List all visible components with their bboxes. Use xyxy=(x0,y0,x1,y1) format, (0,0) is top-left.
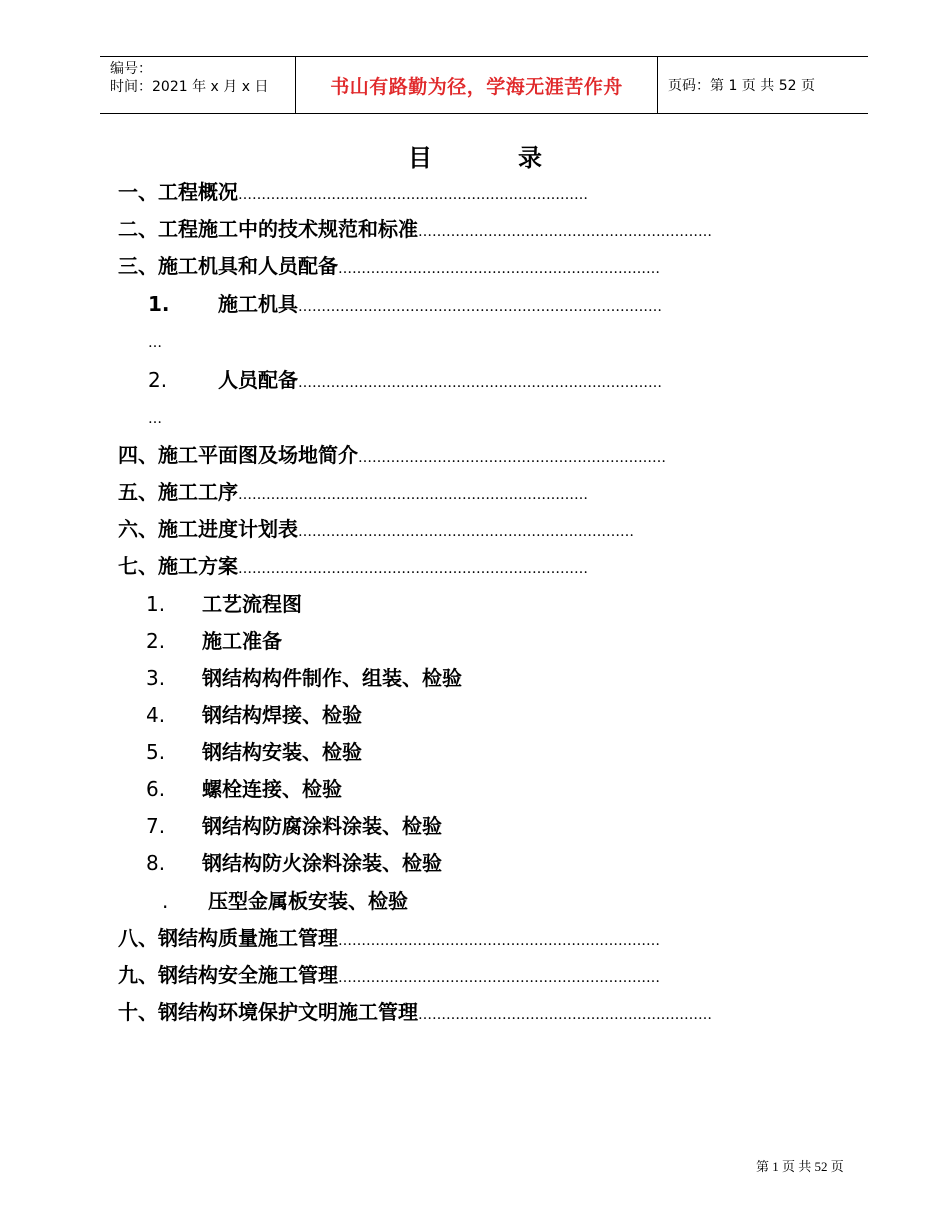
header-page-info-cell xyxy=(658,57,868,113)
toc-item[interactable]: 五、施工工序………………………………………………………………… xyxy=(118,480,588,504)
toc-title xyxy=(0,138,950,173)
toc-subitem[interactable]: 6. 螺栓连接、检验 xyxy=(146,777,342,801)
toc-item[interactable]: 四、施工平面图及场地简介………………………………………………………… xyxy=(118,443,666,467)
toc-title-left: 目 xyxy=(408,144,432,172)
footer-page-info: 第 1 页 共 52 页 xyxy=(756,1159,844,1174)
document-time: 时间：2021 年 x 月 x 日 xyxy=(110,79,269,95)
header-page-info: 页码：第 1 页 共 52 页 xyxy=(668,78,815,94)
toc-item[interactable]: 七、施工方案………………………………………………………………… xyxy=(118,554,588,578)
toc-subitem[interactable]: 7. 钢结构防腐涂料涂装、检验 xyxy=(146,814,442,838)
toc-subitem-continuation: … xyxy=(148,411,162,427)
toc-subitem[interactable]: 3. 钢结构构件制作、组装、检验 xyxy=(146,666,462,690)
header-motto-cell xyxy=(296,57,658,113)
toc-item[interactable]: 二、工程施工中的技术规范和标准……………………………………………………… xyxy=(118,217,712,241)
toc-subitem[interactable]: 5. 钢结构安装、检验 xyxy=(146,740,362,764)
toc-item[interactable]: 三、施工机具和人员配备…………………………………………………………… xyxy=(118,254,660,278)
toc-title-right: 录 xyxy=(518,144,542,172)
page-header xyxy=(100,56,868,114)
toc-item[interactable]: 六、施工进度计划表……………………………………………………………… xyxy=(118,517,634,541)
toc-subitem[interactable]: 2. 人员配备…………………………………………………………………… xyxy=(148,368,662,392)
toc-item[interactable]: 十、钢结构环境保护文明施工管理……………………………………………………… xyxy=(118,1000,712,1024)
toc-subitem[interactable]: 4. 钢结构焊接、检验 xyxy=(146,703,362,727)
toc-subitem[interactable]: 2. 施工准备 xyxy=(146,629,282,653)
toc-subitem[interactable]: 1. 施工机具…………………………………………………………………… xyxy=(148,292,662,316)
page-footer xyxy=(756,1156,844,1175)
toc-item[interactable]: 八、钢结构质量施工管理…………………………………………………………… xyxy=(118,926,660,950)
header-motto: 书山有路勤为径，学海无涯苦作舟 xyxy=(330,75,623,98)
header-meta xyxy=(100,57,296,113)
document-number-label: 编号： xyxy=(110,61,152,77)
toc-item[interactable]: 九、钢结构安全施工管理…………………………………………………………… xyxy=(118,963,660,987)
toc-subitem[interactable]: . 压型金属板安装、检验 xyxy=(162,889,408,913)
toc-item[interactable]: 一、工程概况………………………………………………………………… xyxy=(118,180,588,204)
toc-subitem[interactable]: 1. 工艺流程图 xyxy=(146,592,302,616)
toc-subitem-continuation: … xyxy=(148,335,162,351)
toc-subitem[interactable]: 8. 钢结构防火涂料涂装、检验 xyxy=(146,851,442,875)
